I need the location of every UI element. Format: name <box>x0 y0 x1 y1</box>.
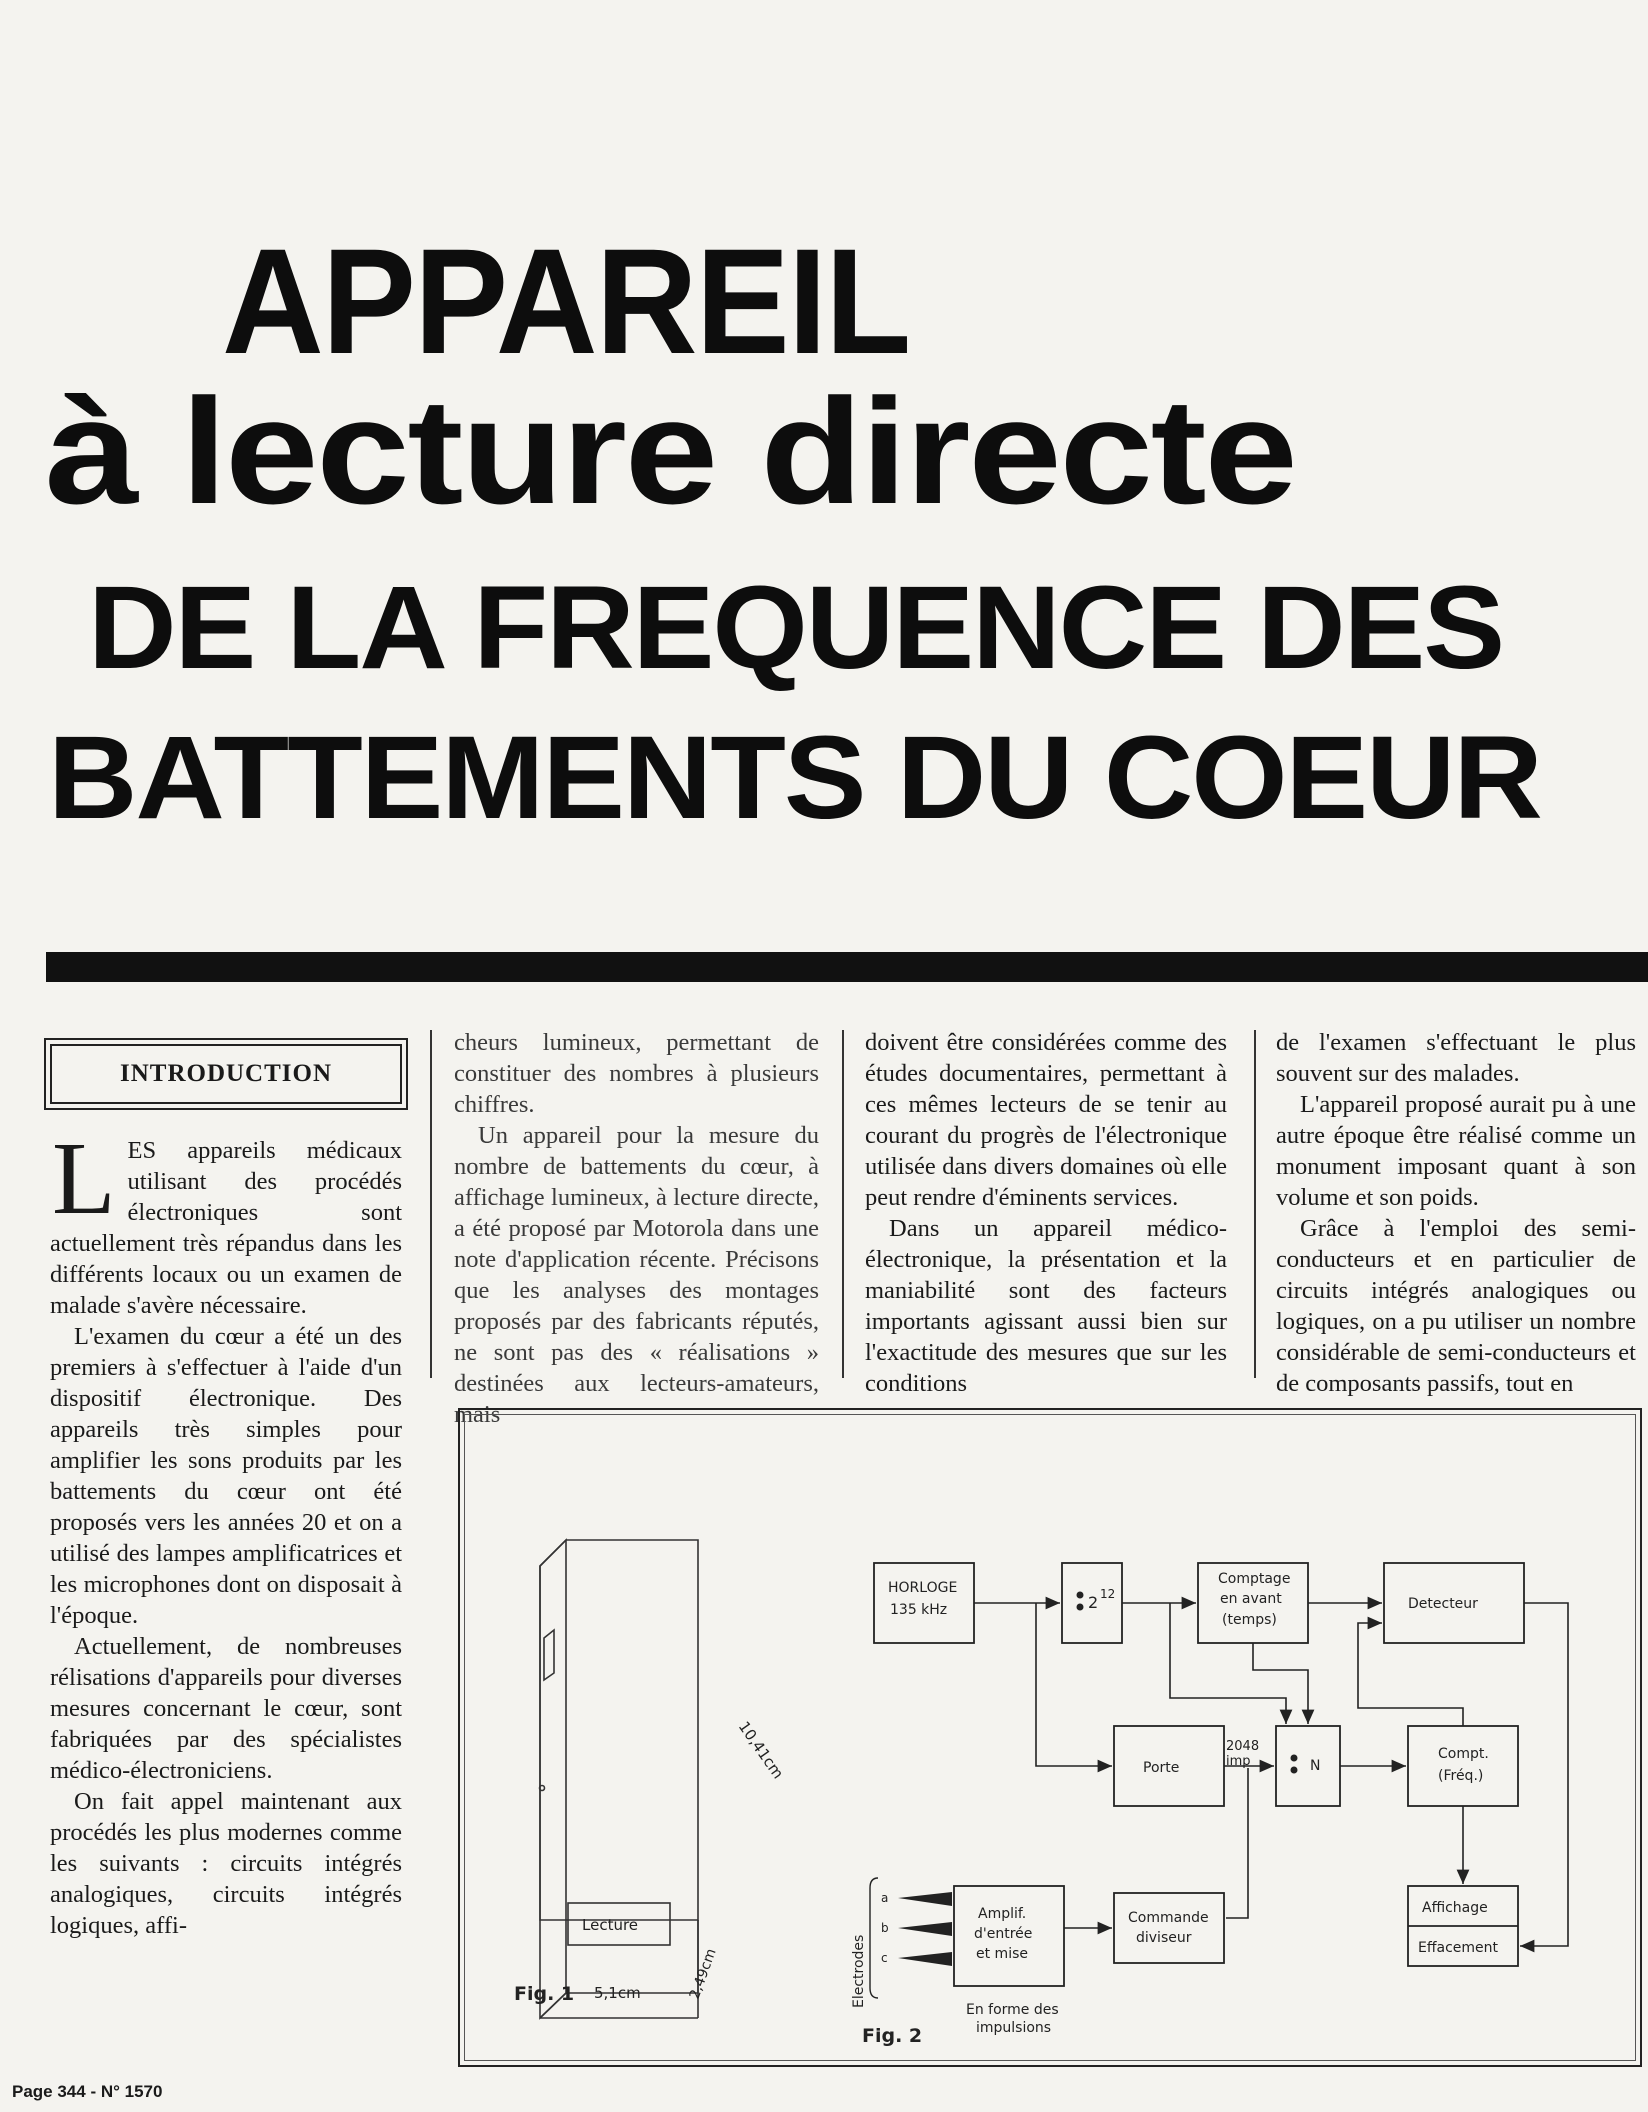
figures-diagram <box>458 1408 1638 2063</box>
title-line-4: BATTEMENTS DU COEUR <box>48 712 1541 844</box>
compt-block <box>1408 1726 1518 1806</box>
col4-paragraph-3: Grâce à l'emploi des semi-conducteurs et en particulier de circuits intégrés analogiques ou logiques, on a pu utiliser un nombre considérable de semi-conducteurs et de composants passifs, tout en <box>1276 1215 1636 1397</box>
column-rule-1 <box>430 1030 432 1378</box>
page-footer: Page 344 - N° 1570 <box>12 2082 163 2101</box>
col1-paragraph-1 <box>50 1135 402 1321</box>
porte-label: Porte <box>1143 1760 1180 1776</box>
col4-paragraph-2: L'appareil proposé aurait pu à une autre époque être réalisé comme un monument imposant quant à son volume et son poids. <box>1276 1091 1636 1211</box>
fig2-caption: Fig. 2 <box>862 2025 923 2047</box>
amplif-label-3: et mise <box>976 1946 1028 1962</box>
elec-a-label: a <box>881 1891 889 1905</box>
effacement-label: Effacement <box>1418 1940 1498 1956</box>
fig1-dim-height: 10,41cm <box>734 1717 788 1783</box>
device-side <box>540 1540 566 2018</box>
fig1-dim-width: 5,1cm <box>594 1984 641 2002</box>
fig1-screen-label: Lecture <box>582 1916 639 1934</box>
col3-paragraph-2: Dans un appareil médico-électronique, la présentation et la maniabilité sont des facteurs importants agissant aussi bien sur l'exactitude des mesures que sur les conditions <box>865 1215 1227 1397</box>
affichage-label: Affichage <box>1422 1900 1488 1916</box>
elec-b-label: b <box>881 1921 889 1935</box>
title-line-3: DE LA FREQUENCE DES <box>88 562 1504 694</box>
electrode-c <box>898 1952 952 1966</box>
note-label-1: En forme des <box>966 2002 1059 2018</box>
compt-label-2: (Fréq.) <box>1438 1768 1484 1784</box>
comptage-label-2: en avant <box>1220 1591 1282 1607</box>
div-base: 2 <box>1088 1593 1099 1612</box>
compt-label-1: Compt. <box>1438 1746 1489 1762</box>
comptage-label-1: Comptage <box>1218 1571 1291 1587</box>
column-1 <box>50 1135 402 2075</box>
column-rule-3 <box>1254 1030 1256 1378</box>
heading-rule <box>46 952 1648 982</box>
note-label-2: impulsions <box>976 2020 1052 2036</box>
electrode-b <box>898 1922 952 1936</box>
device-knob <box>540 1786 545 1791</box>
divider-n-block <box>1276 1726 1340 1806</box>
col3-paragraph-1: doivent être considérées comme des études documentaires, permettant à ces mêmes lecteurs de se tenir au courant du progrès de l'électronique utilisée dans divers domaines où elle peut rendre d'éminents services. <box>865 1029 1227 1211</box>
col1-paragraph-2: L'examen du cœur a été un des premiers à s'effectuer à l'aide d'un dispositif électronique. Des appareils très simples pour amplifier les sons produits par les battements du cœur ont été proposés vers les années 20 et on a utilisé des lampes amplificatrices et les microphones dont on disposait à l'époque. <box>50 1323 402 1629</box>
device-slot <box>544 1630 554 1680</box>
horloge-label-2: 135 kHz <box>890 1602 948 1618</box>
device-front <box>540 1540 698 1920</box>
elec-c-label: c <box>881 1951 888 1965</box>
title-line-1: APPAREIL <box>222 217 910 385</box>
col2-paragraph-1: cheurs lumineux, permettant de constituer des nombres à plusieurs chiffres. <box>454 1029 819 1118</box>
commande-block <box>1114 1893 1224 1963</box>
col1-paragraph-4: On fait appel maintenant aux procédés les plus modernes comme les suivants : circuits intégrés analogiques, circuits intégrés logiques, affi- <box>50 1788 402 1939</box>
col2-paragraph-2: Un appareil pour la mesure du nombre de battements du cœur, à affichage lumineux, à lecture directe, a été proposé par Motorola dans une note d'application récente. Précisons que les analyses des montages proposés par des fabricants réputés, ne sont pas des « réalisations » destinées aux lecteurs-amateurs, mais <box>454 1122 819 1428</box>
div-exp: 12 <box>1100 1587 1116 1601</box>
amplif-label-1: Amplif. <box>978 1906 1027 1922</box>
imp-unit-label: imp <box>1226 1754 1251 1769</box>
comptage-label-3: (temps) <box>1222 1612 1277 1628</box>
imp-count-label: 2048 <box>1226 1739 1260 1754</box>
col4-paragraph-1: de l'examen s'effectuant le plus souvent sur des malades. <box>1276 1029 1636 1087</box>
electrodes-label: Electrodes <box>851 1934 867 2008</box>
col1-p1-text: ES appareils médicaux utilisant des procédés électroniques sont actuellement très répandus dans les différents locaux ou un examen de malade s'avère nécessaire. <box>50 1137 402 1319</box>
fig1-dim-depth: 2,49cm <box>686 1946 720 2002</box>
horloge-label-1: HORLOGE <box>888 1580 958 1596</box>
amplif-label-2: d'entrée <box>974 1926 1033 1942</box>
div-n-label: N <box>1310 1758 1321 1774</box>
title-line-2: à lecture directe <box>45 367 1296 535</box>
electrode-a <box>898 1892 952 1906</box>
detecteur-label: Detecteur <box>1408 1596 1478 1612</box>
commande-label-2: diviseur <box>1136 1930 1192 1946</box>
intro-heading-box <box>50 1044 402 1104</box>
commande-label-1: Commande <box>1128 1910 1209 1926</box>
intro-heading: INTRODUCTION <box>119 1060 333 1087</box>
drop-cap: L <box>52 1135 116 1236</box>
col1-paragraph-3: Actuellement, de nombreuses rélisations d'appareils pour diverses mesures concernant le cœur, sont fabriquées par des spécialistes médico-électroniciens. <box>50 1633 402 1784</box>
fig1-device <box>540 1540 699 2018</box>
column-rule-2 <box>842 1030 844 1378</box>
fig1-caption: Fig. 1 <box>514 1983 575 2005</box>
